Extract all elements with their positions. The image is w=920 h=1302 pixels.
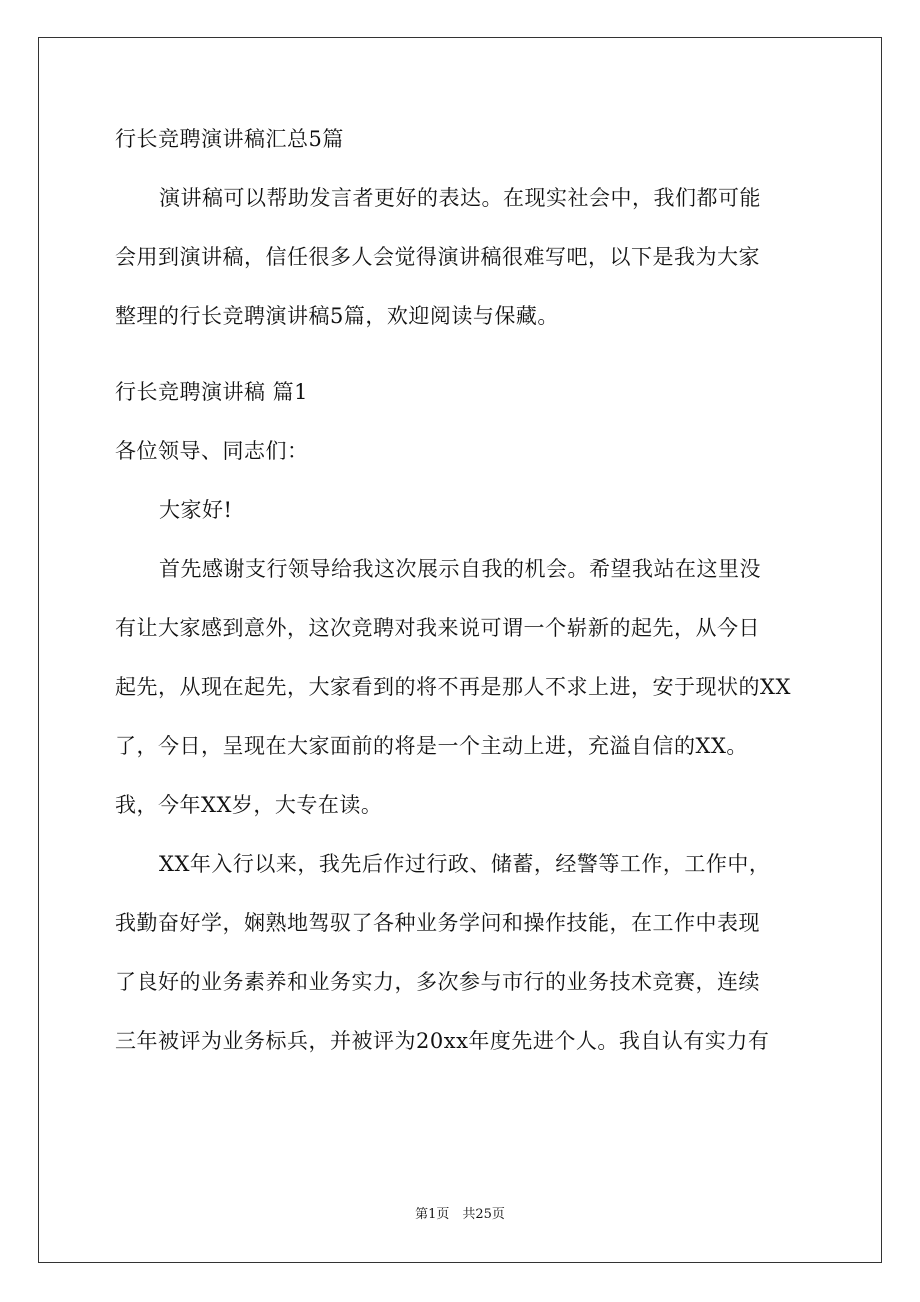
text-line: 我，今年XX岁，大专在读。 — [115, 793, 383, 817]
text-line: 三年被评为业务标兵，并被评为20xx年度先进个人。我自认有实力有 — [115, 1029, 770, 1053]
intro-paragraph — [115, 183, 815, 331]
text-line: 首先感谢支行领导给我这次展示自我的机会。希望我站在这里没 — [159, 557, 761, 581]
text-line: XX年入行以来，我先后作过行政、储蓄，经警等工作，工作中， — [159, 852, 771, 876]
text-line: 了，今日，呈现在大家面前的将是一个主动上进，充溢自信的XX。 — [115, 734, 748, 758]
text-line: 整理的行长竞聘演讲稿5篇，欢迎阅读与保藏。 — [115, 304, 559, 328]
page-number-footer: 第1页 共25页 — [415, 1207, 505, 1222]
document-title: 行长竞聘演讲稿汇总5篇 — [115, 127, 344, 151]
text-line: 演讲稿可以帮助发言者更好的表达。在现实社会中，我们都可能 — [159, 186, 761, 210]
section-heading: 行长竞聘演讲稿 篇1 — [115, 380, 309, 404]
document-body — [115, 124, 815, 1085]
text-line: 有让大家感到意外，这次竞聘对我来说可谓一个崭新的起先，从今日 — [115, 616, 760, 640]
text-line: 了良好的业务素养和业务实力，多次参与市行的业务技术竞赛，连续 — [115, 970, 760, 994]
greeting: 大家好! — [159, 498, 233, 522]
text-line: 我勤奋好学，娴熟地驾驭了各种业务学问和操作技能，在工作中表现 — [115, 911, 760, 935]
text-line: 起先，从现在起先，大家看到的将不再是那人不求上进，安于现状的XX — [115, 675, 791, 699]
salutation: 各位领导、同志们： — [115, 439, 309, 463]
text-line: 会用到演讲稿，信任很多人会觉得演讲稿很难写吧，以下是我为大家 — [115, 245, 760, 269]
section-block — [115, 377, 815, 1056]
